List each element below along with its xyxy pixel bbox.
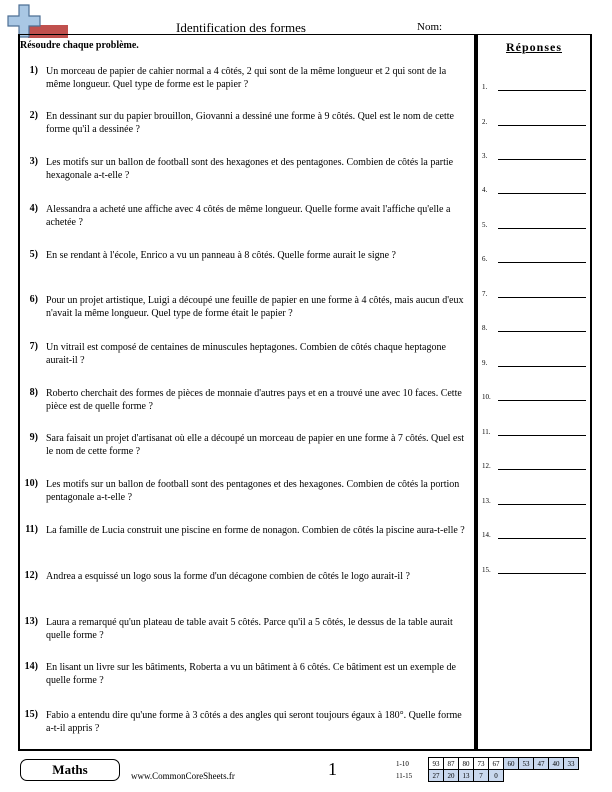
question-number: 3) xyxy=(29,156,38,167)
answer-number: 11. xyxy=(482,428,491,436)
answer-number: 10. xyxy=(482,393,491,401)
score-cell: 20 xyxy=(444,770,459,782)
answer-blank[interactable] xyxy=(498,435,586,436)
bottom-divider xyxy=(18,749,592,751)
answer-line[interactable] xyxy=(482,349,586,369)
answer-number: 8. xyxy=(482,324,488,332)
answer-line[interactable] xyxy=(482,108,586,128)
answer-line[interactable] xyxy=(482,176,586,196)
question-number: 12) xyxy=(24,570,38,581)
question-number: 8) xyxy=(29,387,38,398)
score-cell: 60 xyxy=(504,758,519,770)
answer-number: 5. xyxy=(482,221,488,229)
answer-blank[interactable] xyxy=(498,90,586,91)
score-cell: 93 xyxy=(429,758,444,770)
score-cell: 53 xyxy=(519,758,534,770)
question-text: Les motifs sur un ballon de football sont des pentagones et des hexagones. Combien de côtés la portion pentagonale a-t-elle ? xyxy=(46,479,460,503)
answer-number: 7. xyxy=(482,290,488,298)
answer-blank[interactable] xyxy=(498,262,586,263)
score-cell: 87 xyxy=(444,758,459,770)
question-number: 2) xyxy=(29,110,38,121)
question-text: Laura a remarqué qu'un plateau de table avait 5 côtés. Parce qu'il a 5 côtés, le dessus de la table aurait quelle forme ? xyxy=(46,617,453,641)
answer-line[interactable] xyxy=(482,452,586,472)
answer-number: 2. xyxy=(482,118,488,126)
score-row-label: 11-15 xyxy=(396,771,413,780)
answer-number: 12. xyxy=(482,462,491,470)
answer-number: 14. xyxy=(482,531,491,539)
question-text: Roberto cherchait des formes de pièces de monnaie d'autres pays et en a trouvé une avec 10 faces. Cette pièce est de quelle forme ? xyxy=(46,388,462,412)
score-cell: 7 xyxy=(474,770,489,782)
answer-number: 3. xyxy=(482,152,488,160)
question-text: Pour un projet artistique, Luigi a découpé une feuille de papier en une forme à 4 côtés, mais aucun d'eux n'avait la même longueur. Quel type de forme était le papier ? xyxy=(46,295,464,319)
question-number: 15) xyxy=(24,709,38,720)
website-link[interactable]: www.CommonCoreSheets.fr xyxy=(131,771,235,781)
answer-line[interactable] xyxy=(482,73,586,93)
score-cell: 13 xyxy=(459,770,474,782)
subject-badge: Maths xyxy=(20,759,120,781)
question-text: Andrea a esquissé un logo sous la forme d'un décagone combien de côtés le logo aurait-il ? xyxy=(46,571,410,582)
answer-line[interactable] xyxy=(482,142,586,162)
answer-number: 15. xyxy=(482,566,491,574)
question-text: En dessinant sur du papier brouillon, Giovanni a dessiné une forme à 9 côtés. Quel est le nom de cette forme qu'il a dessinée ? xyxy=(46,111,454,135)
answer-blank[interactable] xyxy=(498,400,586,401)
answer-line[interactable] xyxy=(482,314,586,334)
score-row-label: 1-10 xyxy=(396,759,409,768)
question-text: La famille de Lucia construit une piscine en forme de nonagon. Combien de côtés la piscine aura-t-elle ? xyxy=(46,525,465,536)
question-text: En se rendant à l'école, Enrico a vu un panneau à 8 côtés. Quelle forme aurait le signe ? xyxy=(46,250,396,261)
answer-number: 4. xyxy=(482,186,488,194)
question-number: 7) xyxy=(29,341,38,352)
answer-number: 1. xyxy=(482,83,488,91)
answer-blank[interactable] xyxy=(498,331,586,332)
question-number: 5) xyxy=(29,249,38,260)
answer-blank[interactable] xyxy=(498,538,586,539)
question-text: En lisant un livre sur les bâtiments, Roberta a vu un bâtiment à 6 côtés. Ce bâtiment est un exemple de quelle forme ? xyxy=(46,662,456,686)
question-number: 4) xyxy=(29,203,38,214)
answer-blank[interactable] xyxy=(498,159,586,160)
name-label: Nom: xyxy=(417,21,443,33)
question-text: Un morceau de papier de cahier normal a 4 côtés, 2 qui sont de la même longueur et 2 qui sont de la même longueur. Quel type de forme est le papier ? xyxy=(46,66,447,90)
question-number: 1) xyxy=(29,65,38,76)
score-cell: 47 xyxy=(534,758,549,770)
answer-blank[interactable] xyxy=(498,297,586,298)
score-cell: 33 xyxy=(564,758,579,770)
question-number: 9) xyxy=(29,432,38,443)
question-number: 13) xyxy=(24,616,38,627)
answer-blank[interactable] xyxy=(498,366,586,367)
question-number: 14) xyxy=(24,661,38,672)
answer-blank[interactable] xyxy=(498,193,586,194)
score-cell: 67 xyxy=(489,758,504,770)
score-table xyxy=(392,757,579,782)
answer-line[interactable] xyxy=(482,211,586,231)
score-cell: 40 xyxy=(549,758,564,770)
question-number: 11) xyxy=(25,524,38,535)
question-text: Un vitrail est composé de centaines de minuscules heptagones. Combien de côtés chaque heptagone aurait-il ? xyxy=(46,342,446,366)
answer-line[interactable] xyxy=(482,383,586,403)
question-number: 10) xyxy=(24,478,38,489)
answer-line[interactable] xyxy=(482,521,586,541)
page-title: Identification des formes xyxy=(176,20,306,35)
answer-blank[interactable] xyxy=(498,573,586,574)
score-row xyxy=(392,770,579,782)
question-text: Alessandra a acheté une affiche avec 4 côtés de même longueur. Quelle forme avait l'affiche qu'elle a achetée ? xyxy=(46,204,451,228)
answer-number: 13. xyxy=(482,497,491,505)
answers-title: Réponses xyxy=(505,40,562,54)
question-number: 6) xyxy=(29,294,38,305)
answer-blank[interactable] xyxy=(498,469,586,470)
score-cell: 0 xyxy=(489,770,504,782)
score-cell: 80 xyxy=(459,758,474,770)
answer-blank[interactable] xyxy=(498,504,586,505)
question-text: Les motifs sur un ballon de football sont des hexagones et des pentagones. Combien de côtés la partie hexagonale a-t-elle ? xyxy=(46,157,454,181)
answer-blank[interactable] xyxy=(498,228,586,229)
answer-blank[interactable] xyxy=(498,125,586,126)
score-cell: 27 xyxy=(429,770,444,782)
instructions: Résoudre chaque problème. xyxy=(20,40,139,51)
score-row xyxy=(392,758,579,770)
answer-line[interactable] xyxy=(482,245,586,265)
score-cell: 73 xyxy=(474,758,489,770)
answer-line[interactable] xyxy=(482,556,586,576)
logo-plus-icon xyxy=(6,4,68,38)
page-number: 1 xyxy=(328,759,337,779)
answer-number: 9. xyxy=(482,359,488,367)
answer-line[interactable] xyxy=(482,280,586,300)
answer-line[interactable] xyxy=(482,418,586,438)
answer-line[interactable] xyxy=(482,487,586,507)
question-text: Sara faisait un projet d'artisanat où elle a découpé un morceau de papier en une forme à 7 côtés. Quel est le nom de cette forme ? xyxy=(46,433,465,457)
answer-number: 6. xyxy=(482,255,488,263)
question-text: Fabio a entendu dire qu'une forme à 3 côtés a des angles qui seront toujours égaux à 180°. Quelle forme a-t-il appris ? xyxy=(46,710,462,734)
